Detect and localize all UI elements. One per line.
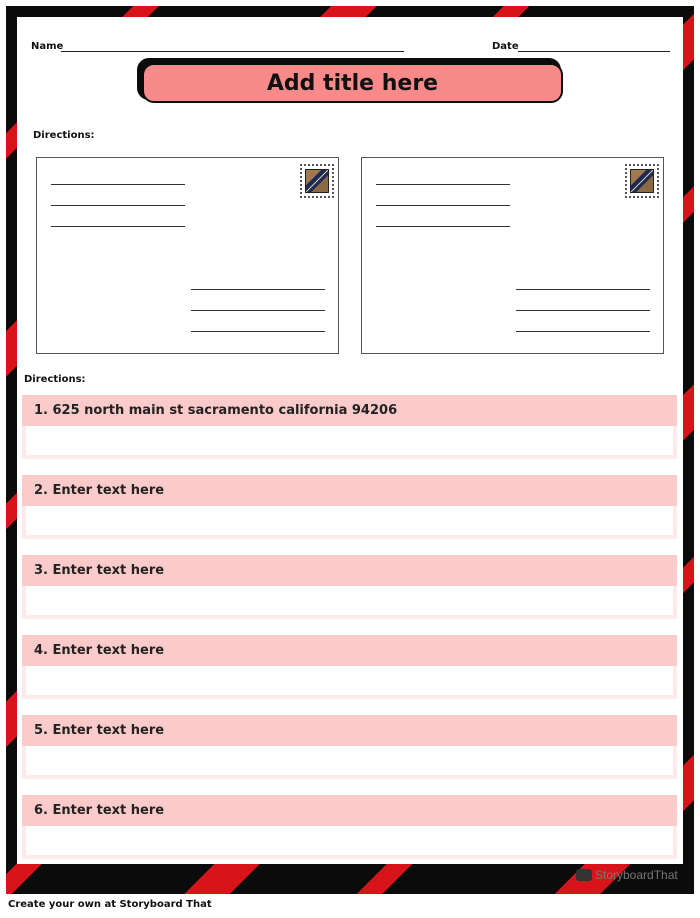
direction-heading[interactable]: 4. Enter text here [22,635,677,666]
direction-text-area[interactable] [26,746,673,775]
envelope-card-right [361,157,664,354]
date-label: Date [492,41,519,52]
direction-box [22,635,677,699]
direction-text-area[interactable] [26,506,673,535]
recipient-address-line[interactable] [516,310,650,311]
direction-text-area[interactable] [26,826,673,855]
direction-text-area[interactable] [26,666,673,695]
direction-text-area[interactable] [26,586,673,615]
title-banner [137,58,565,104]
direction-box [22,395,677,459]
direction-box [22,715,677,779]
return-address-line[interactable] [51,184,185,185]
recipient-address-line[interactable] [191,310,325,311]
direction-heading[interactable]: 1. 625 north main st sacramento california 94206 [22,395,677,426]
direction-heading[interactable]: 2. Enter text here [22,475,677,506]
direction-box [22,795,677,859]
recipient-address-line[interactable] [516,331,650,332]
return-address-line[interactable] [376,226,510,227]
logo-text: StoryboardThat [595,868,678,882]
directions-label-top: Directions: [33,130,95,141]
direction-text-area[interactable] [26,426,673,455]
return-address-line[interactable] [51,205,185,206]
name-field[interactable] [61,51,404,52]
return-address-line[interactable] [376,184,510,185]
name-label: Name [31,41,64,52]
direction-box [22,555,677,619]
recipient-address-line[interactable] [516,289,650,290]
recipient-address-line[interactable] [191,289,325,290]
envelope-card-left [36,157,339,354]
return-address-line[interactable] [51,226,185,227]
recipient-address-line[interactable] [191,331,325,332]
date-field[interactable] [518,51,670,52]
direction-heading[interactable]: 6. Enter text here [22,795,677,826]
postage-stamp-icon [300,164,334,198]
postage-stamp-icon [625,164,659,198]
directions-label-bottom: Directions: [24,374,86,385]
direction-heading[interactable]: 5. Enter text here [22,715,677,746]
speech-bubble-icon [576,869,592,881]
return-address-line[interactable] [376,205,510,206]
footer-credit[interactable]: Create your own at Storyboard That [8,899,212,910]
direction-box [22,475,677,539]
page-title[interactable]: Add title here [142,63,563,103]
direction-heading[interactable]: 3. Enter text here [22,555,677,586]
storyboardthat-logo [576,868,678,882]
